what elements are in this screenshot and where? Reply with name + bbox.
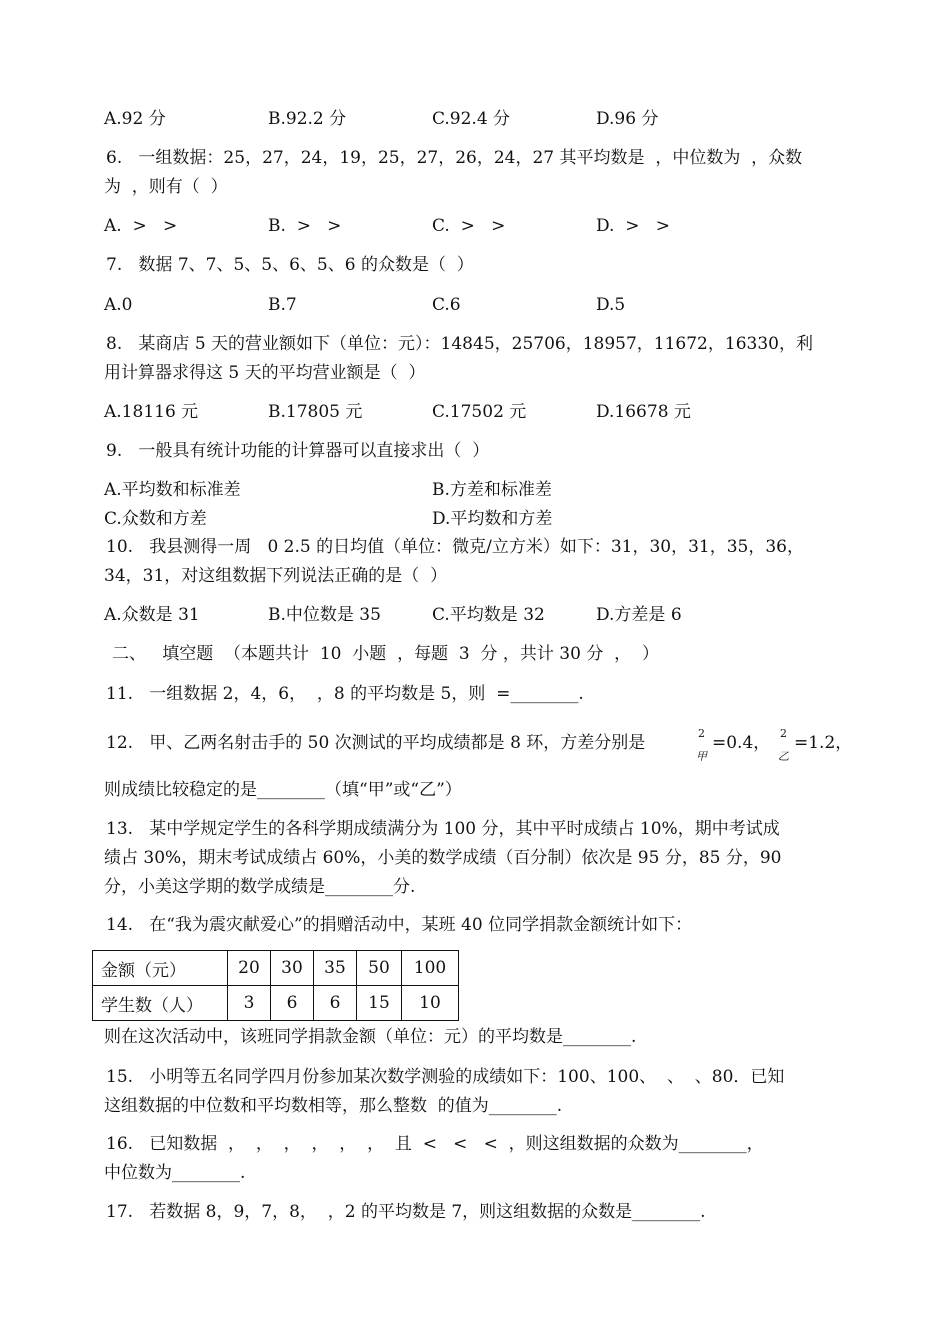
table-cell: 3: [228, 986, 271, 1021]
table-cell: 100: [402, 951, 459, 986]
q9-option-b: B.方差和标准差: [432, 480, 552, 500]
q14-question: 则在这次活动中，该班同学捐款金额（单位：元）的平均数是________.: [104, 1027, 637, 1047]
q12-stem-line1: 12. 甲、乙两名射击手的 50 次测试的平均成绩都是 8 环，方差分别是: [106, 733, 646, 753]
q12-var-value-b: =1.2，: [794, 733, 853, 753]
q12-var-sub-b: 乙: [778, 750, 789, 763]
q5-option-d: D.96 分: [596, 109, 659, 129]
q12-var-exp-b: 2: [780, 727, 787, 740]
q6-stem-line1: 6. 一组数据：25，27，24，19，25，27，26，24，27 其平均数是 ，中位数为 ，众数: [106, 148, 803, 168]
q8-option-c: C.17502 元: [432, 402, 527, 422]
q8-stem-line2: 用计算器求得这 5 天的平均营业额是（ ）: [104, 363, 426, 383]
table-cell: 35: [314, 951, 357, 986]
q8-stem-line1: 8. 某商店 5 天的营业额如下（单位：元）：14845，25706，18957，11672，16330，利: [106, 334, 813, 354]
q12-var-exp-a: 2: [698, 727, 705, 740]
q7-option-b: B.7: [268, 295, 297, 315]
q15-stem-line2: 这组数据的中位数和平均数相等，那么整数 的值为________.: [104, 1096, 563, 1116]
q11-stem: 11. 一组数据 2，4，6， ，8 的平均数是 5，则 =________.: [106, 684, 584, 704]
q6-option-a: A. > >: [104, 216, 178, 236]
q16-stem-line1: 16. 已知数据 ， ， ， ， ， ， 且 < < < ，则这组数据的众数为________，: [106, 1134, 764, 1154]
q7-option-c: C.6: [432, 295, 461, 315]
table-cell: 学生数（人）: [93, 986, 228, 1021]
q5-option-a: A.92 分: [104, 109, 166, 129]
table-cell: 30: [271, 951, 314, 986]
donation-table: [92, 950, 459, 1021]
q13-stem-line2: 绩占 30%，期末考试成绩占 60%，小美的数学成绩（百分制）依次是 95 分，85 分，90: [104, 848, 782, 868]
q12-stem-line2: 则成绩比较稳定的是________（填“甲”或“乙”）: [104, 780, 462, 800]
q7-option-a: A.0: [104, 295, 133, 315]
section2-heading: 二、 填空题 （本题共计 10 小题 ，每题 3 分 ，共计 30 分 ， ）: [112, 644, 659, 664]
table-cell: 15: [357, 986, 402, 1021]
q6-stem-line2: 为 ，则有（ ）: [104, 177, 228, 197]
q10-option-c: C.平均数是 32: [432, 605, 545, 625]
q17-stem: 17. 若数据 8，9，7，8， ，2 的平均数是 7，则这组数据的众数是________.: [106, 1202, 706, 1222]
q8-option-a: A.18116 元: [104, 402, 199, 422]
q9-stem: 9. 一般具有统计功能的计算器可以直接求出（ ）: [106, 441, 490, 461]
q9-option-c: C.众数和方差: [104, 509, 207, 529]
table-cell: 金额（元）: [93, 951, 228, 986]
q5-option-c: C.92.4 分: [432, 109, 511, 129]
q14-stem: 14. 在“我为震灾献爱心”的捐赠活动中，某班 40 位同学捐款金额统计如下：: [106, 915, 693, 935]
table-cell: 6: [271, 986, 314, 1021]
table-cell: 10: [402, 986, 459, 1021]
table-cell: 20: [228, 951, 271, 986]
q10-stem-line1: 10. 我县测得一周 0 2.5 的日均值（单位：微克/立方米）如下：31，30，31，35，36，: [106, 537, 805, 557]
q6-option-c: C. > >: [432, 216, 506, 236]
table-cell: 50: [357, 951, 402, 986]
q7-stem: 7. 数据 7、7、5、5、6、5、6 的众数是（ ）: [106, 255, 474, 275]
q9-option-d: D.平均数和方差: [432, 509, 553, 529]
q6-option-d: D. > >: [596, 216, 670, 236]
q7-option-d: D.5: [596, 295, 626, 315]
q10-option-a: A.众数是 31: [104, 605, 200, 625]
q9-option-a: A.平均数和标准差: [104, 480, 241, 500]
q8-option-d: D.16678 元: [596, 402, 691, 422]
q12-var-value-a: =0.4，: [712, 733, 771, 753]
q10-stem-line2: 34，31，对这组数据下列说法正确的是（ ）: [104, 566, 448, 586]
q15-stem-line1: 15. 小明等五名同学四月份参加某次数学测验的成绩如下：100、100、 、 、80．已知: [106, 1067, 785, 1087]
q12-var-sub-a: 甲: [696, 750, 707, 763]
q13-stem-line3: 分，小美这学期的数学成绩是________分.: [104, 877, 416, 897]
q6-option-b: B. > >: [268, 216, 342, 236]
q13-stem-line1: 13. 某中学规定学生的各科学期成绩满分为 100 分，其中平时成绩占 10%，期中考试成: [106, 819, 780, 839]
table-row: [93, 951, 459, 986]
table-cell: 6: [314, 986, 357, 1021]
q5-option-b: B.92.2 分: [268, 109, 347, 129]
q10-option-d: D.方差是 6: [596, 605, 682, 625]
q8-option-b: B.17805 元: [268, 402, 363, 422]
q10-option-b: B.中位数是 35: [268, 605, 381, 625]
q16-stem-line2: 中位数为________.: [104, 1163, 246, 1183]
table-row: [93, 986, 459, 1021]
